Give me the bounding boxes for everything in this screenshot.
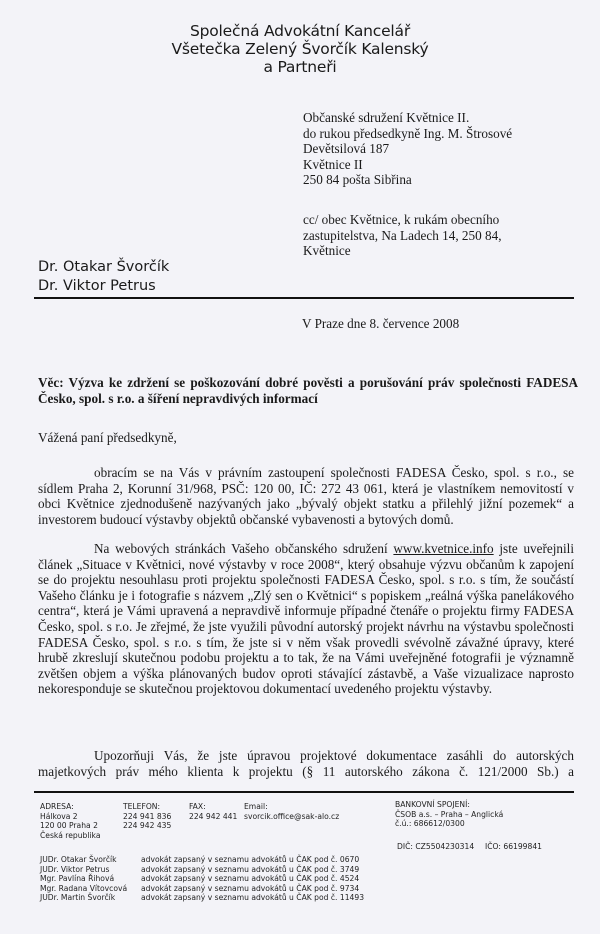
sender-name: Dr. Otakar Švorčík [38, 259, 170, 275]
firm-name-line: Všetečka Zelený Švorčík Kalenský [171, 40, 429, 58]
paragraph-text: jste uveřejnili článek „Situace v Květnici, nové výstavby v roce 2008“, který obsahuje výzvu občanům k zapojení se do projektu nesouhlasu proti projektu společnosti FADESA Česko, spol. s r.o. s tím, že součástí Vašeho článku je i fotografie s názvem „Zlý sen o Květnici“ s popiskem „reálná výška panelákového centra“, která je Vámi upravená a nepravdivě informuje případné čtenáře o projektu firmy FADESA Česko, spol. s r.o. Je zřejmé, že jste využili původní autorský projekt návrhu na výstavbu společnosti FADESA Česko, spol. s r.o. s tím, že jste si v něm však provedli svévolně závažné úpravy, které hrubě zkreslují skutečnou podobu projektu a to tak, že na Vámi uveřejněné fotografii je významně zvětšen objem a výška plánovaných budov oproti stávající zástavbě, a Vaše vizualizace naprosto nekoresponduje se skutečnou projektovou dokumentací uvedeného projektu výstavby. [38, 541, 574, 697]
lawyer-registration: advokát zapsaný v seznamu advokátů u ČAK pod č. 4524 [141, 874, 360, 884]
cc-address [303, 212, 502, 259]
paragraph-text: Na webových stránkách Vašeho občanského sdružení [94, 541, 394, 556]
footer-email [244, 802, 339, 821]
footer-address [40, 802, 100, 840]
footer-value: Hálkova 2 [40, 811, 78, 821]
footer-value: Česká republika [40, 830, 101, 840]
footer-value: 224 941 836 [123, 811, 172, 821]
footer-bank [395, 800, 503, 829]
lawyer-registration: advokát zapsaný v seznamu advokátů u ČAK pod č. 0670 [141, 855, 360, 864]
cc-line: zastupitelstva, Na Ladech 14, 250 84, [303, 227, 502, 243]
footer-value: 224 942 435 [123, 821, 172, 831]
salutation: Vážená paní předsedkyně, [38, 430, 177, 445]
header-divider [34, 297, 574, 299]
footer-value: 224 942 441 [189, 811, 238, 821]
cc-line: cc/ obec Květnice, k rukám obecního [303, 212, 500, 227]
paragraph-text: obracím se na Vás v právním zastoupení společnosti FADESA Česko, spol. s r.o., se sídlem Praha 2, Korunní 31/968, PSČ: 120 00, IČ: 272 43 061, která je vlastníkem nemovitostí v obci Květnice zjednodušeně nazývaných jako „bývalý objekt statku a přilehlý jižní pozemek“ a investorem budoucí výstavby objektů občanské vybavenosti a bytových domů. [38, 465, 574, 527]
lawyer-name: Mgr. Pavlína Řihová [40, 874, 115, 884]
footer-phone [123, 802, 171, 831]
recipient-line: do rukou předsedkyně Ing. M. Štrosové [303, 125, 513, 141]
firm-name-line: Společná Advokátní Kancelář [190, 22, 410, 40]
footer-label: BANKOVNÍ SPOJENÍ: [395, 800, 470, 809]
body-paragraph-3 [38, 748, 574, 779]
lawyer-row [40, 865, 364, 875]
website-link[interactable]: www.kvetnice.info [393, 541, 494, 556]
body-paragraph-2 [38, 541, 574, 697]
recipient-line: Občanské sdružení Květnice II. [303, 110, 470, 125]
date-line: V Praze dne 8. července 2008 [302, 316, 460, 331]
footer-value: svorcik.office@sak-alo.cz [244, 811, 340, 821]
lawyer-name: JUDr. Otakar Švorčík [40, 855, 117, 864]
firm-letterhead [0, 22, 600, 76]
lawyer-row [40, 893, 364, 903]
lawyer-name: JUDr. Viktor Petrus [40, 864, 110, 874]
recipient-address [303, 110, 512, 188]
subject-line: Věc: Výzva ke zdržení se poškozování dobré pověsti a porušování práv společnosti FADESA Česko, spol. s r.o. a šíření nepravdivých informací [38, 375, 578, 406]
footer-label: Email: [244, 802, 268, 811]
sender-names [38, 258, 169, 295]
sender-name: Dr. Viktor Petrus [38, 277, 156, 294]
footer-label: ADRESA: [40, 802, 74, 811]
firm-name-line: a Partneři [263, 58, 337, 76]
lawyer-registration: advokát zapsaný v seznamu advokátů u ČAK pod č. 9734 [141, 883, 360, 893]
lawyer-registration: advokát zapsaný v seznamu advokátů u ČAK pod č. 11493 [141, 893, 365, 903]
footer-label: FAX: [189, 802, 206, 811]
lawyer-name: JUDr. Martin Švorčík [40, 893, 116, 903]
footer-dic: DIČ: CZ5504230314 [397, 842, 475, 851]
cc-line: Květnice [303, 243, 351, 258]
recipient-line: 250 84 pošta Sibřina [303, 172, 412, 187]
footer-value: ČSOB a.s. – Praha – Anglická [395, 809, 504, 819]
footer-label: TELEFON: [123, 802, 161, 811]
footer-value: 120 00 Praha 2 [40, 821, 98, 831]
recipient-line: Devětsilová 187 [303, 141, 390, 156]
footer-value: č.ú.: 686612/0300 [395, 819, 465, 829]
lawyer-row [40, 855, 364, 865]
footer-fax [189, 802, 237, 821]
footer-divider [34, 791, 574, 793]
lawyer-row [40, 874, 364, 884]
lawyer-name: Mgr. Radana Vítovcová [40, 883, 128, 893]
footer-ico: IČO: 66199841 [485, 842, 543, 851]
lawyer-row [40, 884, 364, 894]
lawyer-list [40, 855, 364, 903]
recipient-line: Květnice II [303, 156, 363, 172]
body-paragraph-1 [38, 465, 574, 527]
paragraph-text: Upozorňuji Vás, že jste úpravou projektové dokumentace zasáhli do autorských majetkových práv mého klienta k projektu (§ 11 autorského zákona č. 121/2000 Sb.) a [38, 748, 574, 779]
lawyer-registration: advokát zapsaný v seznamu advokátů u ČAK pod č. 3749 [141, 864, 360, 874]
